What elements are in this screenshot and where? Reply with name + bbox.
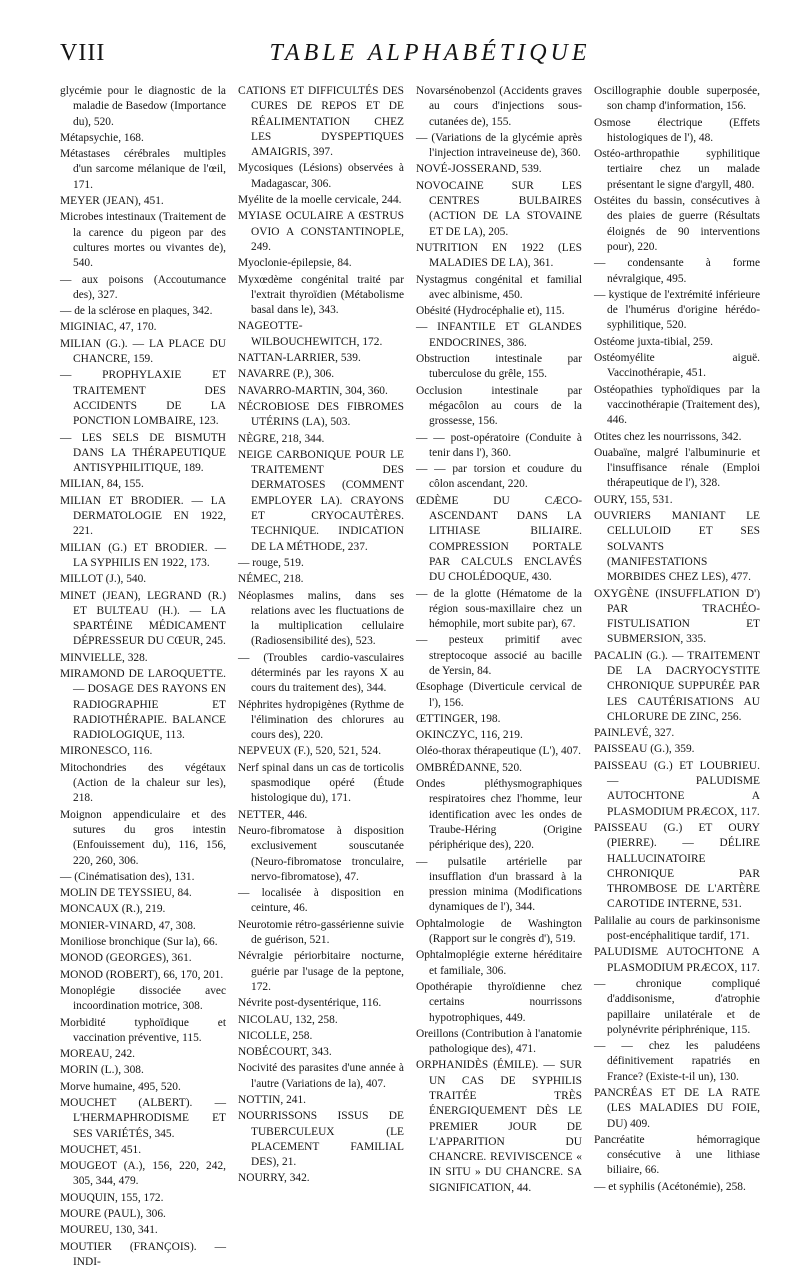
index-entry: — LES SELS DE BISMUTH DANS LA THÉRAPEUTIQUE ANTISYPHILITIQUE, 189. — [60, 431, 226, 475]
index-entry: NOBÉCOURT, 343. — [238, 1046, 332, 1059]
index-entry: Mycosiques (Lésions) observées à Madagascar, 306. — [238, 162, 404, 190]
index-entry: PANCRÉAS ET DE LA RATE (LES MALADIES DU FOIE, DU) 409. — [594, 1087, 760, 1130]
index-entry: MYIASE OCULAIRE A ŒSTRUS OVIO A CONSTANTINOPLE, 249. — [238, 210, 404, 253]
index-entry: Morve humaine, 495, 520. — [60, 1080, 181, 1093]
index-entry: Obstruction intestinale par tuberculose du grêle, 155. — [416, 353, 582, 381]
index-entry: — — chez les paludéens définitivement rapatriés en France? (Existe-t-il un), 130. — [594, 1040, 760, 1083]
index-entry: MEYER (JEAN), 451. — [60, 195, 164, 208]
index-entry: Novarsénobenzol (Accidents graves au cours d'injections sous-cutanées de), 155. — [416, 85, 582, 128]
index-entry: Métapsychie, 168. — [60, 131, 144, 144]
index-entry: — INFANTILE ET GLANDES ENDOCRINES, 386. — [416, 321, 582, 349]
index-entry: MOUREU, 130, 341. — [60, 1224, 158, 1237]
index-entry: Obésité (Hydrocéphalie et), 115. — [416, 305, 565, 318]
index-entry: MIRAMOND DE LAROQUETTE. — DOSAGE DES RAYONS EN RADIOGRAPHIE ET RADIOTHÉRAPIE. BALANCE RADIOLOGIQUE, 113. — [60, 667, 226, 742]
index-entry: glycémie pour le diagnostic de la maladie de Basedow (Importance du), 520. — [60, 85, 226, 128]
index-entry: Néphrites hydropigènes (Rythme de l'élimination des chlorures au cours des), 220. — [238, 698, 404, 742]
index-entry: NOVOCAINE SUR LES CENTRES BULBAIRES (ACTION DE LA STOVAINE ET DE LA), 205. — [416, 179, 582, 238]
index-entry: Ostéomyélite aiguë. Vaccinothérapie, 451. — [594, 352, 760, 380]
index-column-2 — [238, 84, 404, 1271]
index-entry: — — post-opératoire (Conduite à tenir dans l'), 360. — [416, 431, 582, 459]
index-entry: Otites chez les nourrissons, 342. — [594, 430, 742, 443]
index-entry: MONOD (ROBERT), 66, 170, 201. — [60, 968, 224, 981]
index-entry: — — par torsion et coudure du côlon ascendant, 220. — [416, 463, 582, 491]
index-entry: Nocivité des parasites d'une année à l'autre (Variations de la), 407. — [238, 1062, 404, 1090]
index-entry: NATTAN-LARRIER, 539. — [238, 352, 361, 365]
index-entry: Ostéites du bassin, consécutives à des plaies de guerre (Résultats éloignés de 90 interventions pour), 220. — [594, 195, 760, 253]
index-entry: NÈGRE, 218, 344. — [238, 432, 325, 445]
index-entry: OURY, 155, 531. — [594, 493, 673, 506]
index-entry: Névrite post-dysentérique, 116. — [238, 997, 382, 1010]
index-entry: Morbidité typhoïdique et vaccination préventive, 115. — [60, 1016, 226, 1044]
index-entry: OKINCZYC, 116, 219. — [416, 729, 523, 742]
index-entry: — pesteux primitif avec streptocoque associé au bacille de Yersin, 84. — [416, 634, 582, 677]
index-entry: Mitochondries des végétaux (Action de la chaleur sur les), 218. — [60, 761, 226, 805]
index-entry: NOVÉ-JOSSERAND, 539. — [416, 163, 542, 176]
index-entry: — (Cinématisation des), 131. — [60, 870, 195, 883]
index-entry: MONOD (GEORGES), 361. — [60, 952, 192, 965]
index-entry: NOURRY, 342. — [238, 1172, 310, 1185]
page-number: VIII — [60, 40, 106, 66]
index-entry: MORIN (L.), 308. — [60, 1064, 144, 1077]
index-entry: Nerf spinal dans un cas de torticolis spasmodique opéré (Étude histologique du), 171. — [238, 761, 404, 805]
index-entry: MINVIELLE, 328. — [60, 651, 148, 664]
index-entry: — rouge, 519. — [238, 556, 304, 569]
index-entry: — de la sclérose en plaques, 342. — [60, 305, 213, 318]
index-entry: Neurotomie rétro-gassérienne suivie de guérison, 521. — [238, 918, 404, 947]
index-entry: NICOLAU, 132, 258. — [238, 1013, 338, 1026]
index-entry: MOUGEOT (A.), 156, 220, 242, 305, 344, 479. — [60, 1160, 226, 1188]
index-entry: Ophtalmoplégie externe héréditaire et familiale, 306. — [416, 949, 582, 977]
index-columns — [60, 84, 760, 1271]
index-entry: ŒTTINGER, 198. — [416, 712, 501, 725]
index-entry: Myélite de la moelle cervicale, 244. — [238, 194, 402, 207]
index-entry: — condensante à forme névralgique, 495. — [594, 257, 760, 285]
index-entry: Palilalie au cours de parkinsonisme post-encéphalitique tardif, 171. — [594, 914, 760, 943]
index-entry: Névralgie périorbitaire nocturne, guérie par l'usage de la peptone, 172. — [238, 950, 404, 993]
index-entry: MOUQUIN, 155, 172. — [60, 1191, 164, 1204]
index-entry: Neuro-fibromatose à disposition exclusivement souscutanée (Neuro-fibromatose tronculaire, nervo-fibromatose), 47. — [238, 824, 404, 883]
index-entry: ŒDÈME DU CÆCO-ASCENDANT DANS LA LITHIASE BILIAIRE. COMPRESSION PORTALE PAR CALCULS ENCLAVÉS DU CHOLÉDOQUE, 430. — [416, 494, 582, 584]
index-entry: PALUDISME AUTOCHTONE A PLASMODIUM PRÆCOX, 117. — [594, 946, 760, 974]
index-entry: NOTTIN, 241. — [238, 1094, 307, 1106]
index-entry: OUVRIERS MANIANT LE CELLULOID ET SES SOLVANTS (MANIFESTATIONS MORBIDES CHEZ LES), 477. — [594, 510, 760, 584]
index-entry: NETTER, 446. — [238, 808, 308, 821]
index-entry: Oreillons (Contribution à l'anatomie pathologique des), 471. — [416, 1027, 582, 1056]
index-entry: MIGINIAC, 47, 170. — [60, 321, 157, 334]
index-entry: ORPHANIDÈS (ÉMILE). — SUR UN CAS DE SYPHILIS TRAITÉE TRÈS ÉNERGIQUEMENT DÈS LE PREMIER JOUR DE L'APPARITION DU CHANCRE. REVIVISCENCE « IN SITU » DU CHANCRE. SA SIGNIFICATION, 44. — [416, 1059, 582, 1194]
index-entry: NÉMEC, 218. — [238, 573, 304, 586]
index-column-3 — [416, 84, 582, 1271]
page-header — [60, 38, 760, 78]
index-entry: MONCAUX (R.), 219. — [60, 903, 166, 916]
index-entry: Occlusion intestinale par mégacôlon au cours de la grossesse, 156. — [416, 384, 582, 428]
index-entry: Opothérapie thyroïdienne chez certains nourrissons hypotrophiques, 449. — [416, 980, 582, 1024]
index-entry: NAVARRE (P.), 306. — [238, 368, 335, 381]
index-entry: Pancréatite hémorragique consécutive à une lithiase biliaire, 66. — [594, 1133, 760, 1177]
index-entry: Microbes intestinaux (Traitement de la carence du pigeon par des cultures mortes ou vivantes de), 540. — [60, 211, 226, 270]
index-entry: OXYGÈNE (INSUFFLATION D') PAR TRACHÉO-FISTULISATION ET SUBMERSION, 335. — [594, 587, 760, 646]
index-entry: — PROPHYLAXIE ET TRAITEMENT DES ACCIDENTS DE LA PONCTION LOMBAIRE, 123. — [60, 369, 226, 428]
index-entry: Ostéopathies typhoïdiques par la vaccinothérapie (Traitement des), 446. — [594, 383, 760, 427]
index-entry: MINET (JEAN), LEGRAND (R.) ET BULTEAU (H.). — LA SPARTÉINE MÉDICAMENT DÉPRESSEUR DU CŒUR, 245. — [60, 589, 226, 648]
index-entry: Oscillographie double superposée, son champ d'information, 156. — [594, 85, 760, 113]
index-entry: NOURRISSONS ISSUS DE TUBERCULEUX (LE PLACEMENT FAMILIAL DES), 21. — [238, 1110, 404, 1169]
index-entry: — (Variations de la glycémie après l'injection intraveineuse de), 360. — [416, 131, 582, 160]
index-entry: Osmose électrique (Effets histologiques de l'), 48. — [594, 116, 760, 144]
index-entry: — de la glotte (Hématome de la région sous-maxillaire chez un hémophile, mort subite par), 67. — [416, 587, 582, 631]
index-entry: PAISSEAU (G.), 359. — [594, 743, 695, 756]
index-entry: Néoplasmes malins, dans ses relations avec les fluctuations de la multiplication cellulaire (Radiosensibilité des), 523. — [238, 589, 404, 648]
index-entry: Ondes pléthysmographiques respiratoires chez l'homme, leur identification avec les ondes de Traube-Héring (Origine périphérique des), 220. — [416, 778, 582, 852]
index-entry: MILIAN (G.) ET BRODIER. — LA SYPHILIS EN 1922, 173. — [60, 541, 226, 569]
index-entry: — et syphilis (Acétonémie), 258. — [594, 1180, 746, 1193]
index-entry: MOUCHET (ALBERT). — L'HERMAPHRODISME ET SES VARIÉTÉS, 345. — [60, 1097, 226, 1140]
index-entry: MONIER-VINARD, 47, 308. — [60, 919, 196, 932]
index-entry: NEPVEUX (F.), 520, 521, 524. — [238, 745, 382, 758]
index-entry: Ostéome juxta-tibial, 259. — [594, 335, 713, 348]
index-entry: — pulsatile artérielle par insufflation d'un brassard à la pression minima (Modifications dynamiques de l'), 344. — [416, 855, 582, 914]
index-entry: Moignon appendiculaire et des sutures du gros intestin (Enfouissement du), 116, 156, 220, 260, 306. — [60, 808, 226, 867]
index-entry: Monoplégie dissociée avec incoordination motrice, 308. — [60, 984, 226, 1013]
index-entry: — localisée à disposition en ceinture, 46. — [238, 887, 404, 915]
index-entry: NAVARRO-MARTIN, 304, 360. — [238, 384, 388, 397]
index-entry: MILIAN (G.). — LA PLACE DU CHANCRE, 159. — [60, 337, 226, 366]
index-entry: — (Troubles cardio-vasculaires déterminés par les rayons X au cours du traitement des), 344. — [238, 651, 404, 695]
index-entry: OMBRÉDANNE, 520. — [416, 761, 522, 774]
index-entry: — chronique compliqué d'addisonisme, d'atrophie papillaire unilatérale et de polynévrite périphrénique, 115. — [594, 977, 760, 1036]
index-entry: Ophtalmologie de Washington (Rapport sur le congrès d'), 519. — [416, 917, 582, 946]
index-entry: Myxœdème congénital traité par l'extrait thyroïdien (Métabolisme basal dans le), 343. — [238, 273, 404, 317]
index-entry: Ouabaïne, malgré l'albuminurie et l'insuffisance rénale (Emploi thérapeutique de l'), 328. — [594, 446, 760, 490]
index-entry: MOUCHET, 451. — [60, 1143, 142, 1156]
index-entry: NEIGE CARBONIQUE POUR LE TRAITEMENT DES DERMATOSES (COMMENT EMPLOYER LA). CRAYONS ET CRYOCAUTÈRES. TECHNIQUE. INDICATION DE LA MÉTHODE, 237. — [238, 448, 404, 553]
index-entry: MILIAN, 84, 155. — [60, 478, 144, 491]
index-entry: CATIONS ET DIFFICULTÉS DES CURES DE REPOS ET DE RÉALIMENTATION CHEZ LES DYSPEPTIQUES AMAIGRIS, 397. — [238, 85, 404, 159]
index-entry: — aux poisons (Accoutumance des), 327. — [60, 273, 226, 301]
index-entry: MILLOT (J.), 540. — [60, 573, 147, 586]
index-column-4 — [594, 84, 760, 1271]
index-entry: PACALIN (G.). — TRAITEMENT DE LA DACRYOCYSTITE CHRONIQUE SUPPURÉE PAR LES CAUTÉRISATIONS AU CHLORURE DE ZINC, 256. — [594, 649, 760, 723]
index-entry: MOURE (PAUL), 306. — [60, 1208, 166, 1221]
index-entry: MOREAU, 242. — [60, 1048, 135, 1061]
index-entry: NUTRITION EN 1922 (LES MALADIES DE LA), 361. — [416, 241, 582, 270]
index-entry: MOUTIER (FRANÇOIS). — INDI- — [60, 1240, 226, 1268]
page-title: TABLE ALPHABÉTIQUE — [269, 40, 591, 66]
index-entry: PAINLEVÉ, 327. — [594, 727, 675, 740]
index-entry: PAISSEAU (G.) ET LOUBRIEU. — PALUDISME AUTOCHTONE A PLASMODIUM PRÆCOX, 117. — [594, 759, 760, 818]
index-entry: — kystique de l'extrémité inférieure de l'humérus d'origine hérédo-syphilitique, 520. — [594, 288, 760, 332]
index-entry: Œsophage (Diverticule cervical de l'), 156. — [416, 681, 582, 709]
index-entry: PAISSEAU (G.) ET OURY (PIERRE). — DÉLIRE HALLUCINATOIRE CHRONIQUE PAR THROMBOSE DE L'ARTÈRE CAROTIDE INTERNE, 531. — [594, 821, 760, 911]
index-entry: Métastases cérébrales multiples d'un sarcome mélanique de l'œil, 171. — [60, 148, 226, 191]
index-entry: Moniliose bronchique (Sur la), 66. — [60, 936, 218, 949]
index-entry: Nystagmus congénital et familial avec albinisme, 450. — [416, 273, 582, 301]
index-column-1 — [60, 84, 226, 1271]
index-entry: Oléo-thorax thérapeutique (L'), 407. — [416, 745, 581, 758]
index-entry: NICOLLE, 258. — [238, 1029, 313, 1042]
index-entry: MIRONESCO, 116. — [60, 745, 153, 758]
index-entry: NÉCROBIOSE DES FIBROMES UTÉRINS (LA), 503. — [238, 400, 404, 429]
index-entry: Ostéo-arthropathie syphilitique tertiaire chez un malade présentant le signe d'argyll, 480. — [594, 148, 760, 191]
index-entry: NAGEOTTE-WILBOUCHEWITCH, 172. — [238, 320, 383, 348]
index-entry: MOLIN DE TEYSSIEU, 84. — [60, 887, 192, 900]
index-entry: Myoclonie-épilepsie, 84. — [238, 257, 352, 270]
index-entry: MILIAN ET BRODIER. — LA DERMATOLOGIE EN 1922, 221. — [60, 494, 226, 538]
